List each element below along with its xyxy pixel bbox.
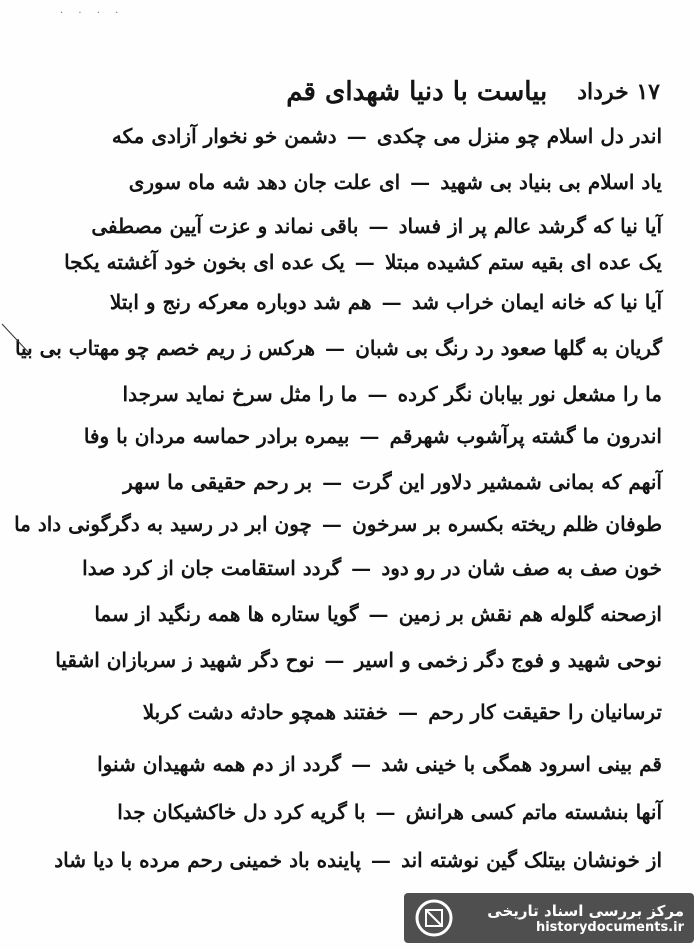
poem-line: خون صف به صف شان در رو دود—گردد استقامت جان از کرد صدا	[82, 556, 662, 580]
poem-line: طوفان ظلم ریخته بکسره بر سرخون—چون ابر در رسید به دگرگونی داد ما	[14, 512, 662, 536]
hemistich-first: گریان به گلها صعود رد رنگ بی شبان	[355, 336, 662, 360]
margin-pen-stroke	[0, 320, 40, 360]
hemistich-first: یاد اسلام بی بنیاد بی شهید	[440, 170, 662, 194]
poem-line: آیا نیا که خانه ایمان خراب شد—هم شد دوباره معرکه رنج و ابتلا	[109, 290, 662, 314]
hemistich-second: بر رحم حقیقی ما سهر	[123, 470, 313, 494]
poem-line: آنها بنشسته ماتم کسی هرانش—با گریه کرد دل خاکشیکان جدا	[117, 800, 662, 824]
hemistich-first: یک عده ای بقیه ستم کشیده مبتلا	[384, 250, 662, 274]
hemistich-second: ای علت جان دهد شه ماه سوری	[128, 170, 401, 194]
watermark	[404, 893, 694, 943]
hemistich-first: آنها بنشسته ماتم کسی هرانش	[405, 800, 662, 824]
hemistich-first: ترسانیان را حقیقت کار رحم	[428, 700, 662, 724]
poem-line: یک عده ای بقیه ستم کشیده مبتلا—یک عده ای بخون خود آغشته یکجا	[64, 250, 662, 274]
document-logo-icon	[414, 898, 454, 938]
poem-title: بیاست با دنیا شهدای قم	[286, 77, 548, 107]
hemistich-second: نوح دگر شهید ز سربازان اشقیا	[55, 648, 315, 672]
hemistich-second: هم شد دوباره معرکه رنج و ابتلا	[109, 290, 372, 314]
hemistich-first: اندر دل اسلام چو منزل می چکدی	[376, 124, 662, 148]
hemistich-first: از خونشان بیتلک گین نوشته اند	[401, 848, 662, 872]
hemistich-second: یک عده ای بخون خود آغشته یکجا	[64, 250, 345, 274]
poem-line: ازصحنه گلوله هم نقش بر زمین—گویا ستاره ها همه رنگید از سما	[94, 602, 662, 626]
poem-line: ما را مشعل نور بیابان نگر کرده—ما را مثل سرخ نماید سرجدا	[122, 382, 662, 406]
poem-line: یاد اسلام بی بنیاد بی شهید—ای علت جان دهد شه ماه سوری	[128, 170, 662, 194]
hemistich-first: اندرون ما گشته پرآشوب شهرقم	[389, 424, 662, 448]
hemistich-second: ما را مثل سرخ نماید سرجدا	[122, 382, 358, 406]
poem-line: آنهم که بمانی شمشیر دلاور این گرت—بر رحم حقیقی ما سهر	[123, 470, 662, 494]
poem-line: اندرون ما گشته پرآشوب شهرقم—بیمره برادر حماسه مردان با وفا	[83, 424, 662, 448]
hemistich-first: آنهم که بمانی شمشیر دلاور این گرت	[352, 470, 662, 494]
hemistich-first: آیا نیا که خانه ایمان خراب شد	[411, 290, 662, 314]
hemistich-first: ازصحنه گلوله هم نقش بر زمین	[398, 602, 662, 626]
hemistich-first: ما را مشعل نور بیابان نگر کرده	[397, 382, 662, 406]
watermark-url[interactable]: historydocuments.ir	[535, 919, 684, 935]
hemistich-second: خفتند همچو حادثه دشت کربلا	[142, 700, 389, 724]
hemistich-second: هرکس ز ریم خصم چو مهتاب بی بیا	[14, 336, 316, 360]
poem-line: گریان به گلها صعود رد رنگ بی شبان—هرکس ز ریم خصم چو مهتاب بی بیا	[14, 336, 662, 360]
hemistich-second: پاینده باد خمینی رحم مرده با دیا شاد	[54, 848, 361, 872]
hemistich-second: باقی نماند و عزت آیین مصطفی	[91, 214, 359, 238]
poem-line: قم بینی اسرود همگی با خینی شد—گردد از دم همه شهیدان شنوا	[97, 752, 662, 776]
poem-line: اندر دل اسلام چو منزل می چکدی—دشمن خو نخوار آزادی مکه	[111, 124, 662, 148]
hemistich-second: گویا ستاره ها همه رنگید از سما	[94, 602, 359, 626]
hemistich-first: آیا نیا که گرشد عالم پر از فساد	[398, 214, 662, 238]
watermark-persian: مرکز بررسی اسناد تاریخی	[487, 901, 684, 920]
hemistich-second: گردد استقامت جان از کرد صدا	[82, 556, 342, 580]
hemistich-first: خون صف به صف شان در رو دود	[381, 556, 662, 580]
hemistich-first: طوفان ظلم ریخته بکسره بر سرخون	[352, 512, 662, 536]
hemistich-second: دشمن خو نخوار آزادی مکه	[111, 124, 337, 148]
poem-line: نوحی شهید و فوج دگر زخمی و اسیر—نوح دگر شهید ز سربازان اشقیا	[55, 648, 662, 672]
hemistich-second: بیمره برادر حماسه مردان با وفا	[83, 424, 350, 448]
hemistich-second: با گریه کرد دل خاکشیکان جدا	[117, 800, 366, 824]
header-number: ۱۷ خرداد	[577, 79, 660, 105]
hemistich-first: نوحی شهید و فوج دگر زخمی و اسیر	[354, 648, 662, 672]
poem-line: ترسانیان را حقیقت کار رحم—خفتند همچو حادثه دشت کربلا	[142, 700, 662, 724]
paper-specks: · · · ·	[60, 8, 125, 19]
hemistich-second: چون ابر در رسید به دگرگونی داد ما	[14, 512, 312, 536]
poem-line: آیا نیا که گرشد عالم پر از فساد—باقی نماند و عزت آیین مصطفی	[91, 214, 662, 238]
hemistich-first: قم بینی اسرود همگی با خینی شد	[381, 752, 662, 776]
poem-header	[40, 72, 660, 112]
poem-line: از خونشان بیتلک گین نوشته اند—پاینده باد خمینی رحم مرده با دیا شاد	[54, 848, 662, 872]
hemistich-second: گردد از دم همه شهیدان شنوا	[97, 752, 342, 776]
